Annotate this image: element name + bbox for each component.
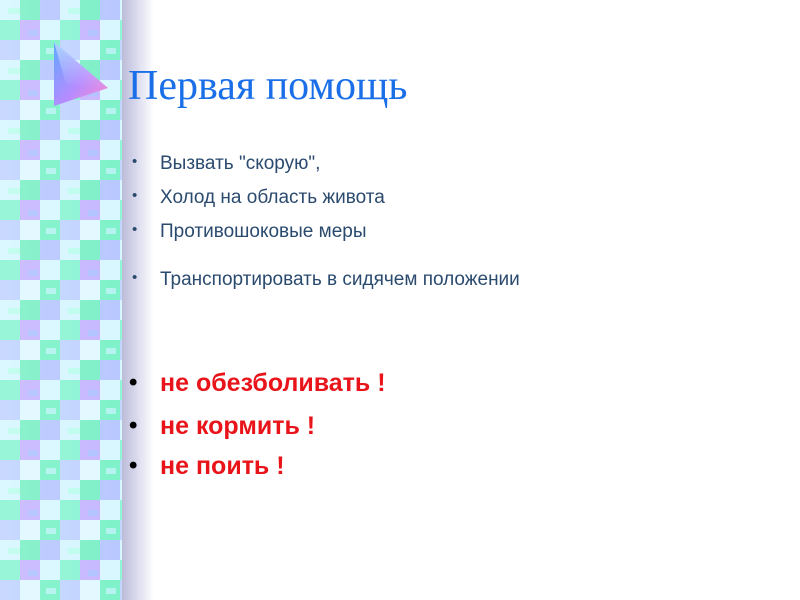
- prohibitions-list: [128, 369, 386, 481]
- first-aid-measures-list: [128, 153, 520, 291]
- triangle-arrow-icon: [50, 40, 112, 108]
- list-item: • не обезболивать !: [128, 369, 386, 412]
- list-item: • Транспортировать в сидячем положении: [128, 269, 520, 291]
- list-item: • не кормить !: [128, 412, 386, 452]
- slide-title: Первая помощь: [128, 63, 408, 109]
- list-item: • Холод на область живота: [128, 187, 520, 221]
- list-item: • Противошоковые меры: [128, 221, 520, 269]
- list-item: • Вызвать "скорую",: [128, 153, 520, 187]
- list-item: • не поить !: [128, 452, 386, 481]
